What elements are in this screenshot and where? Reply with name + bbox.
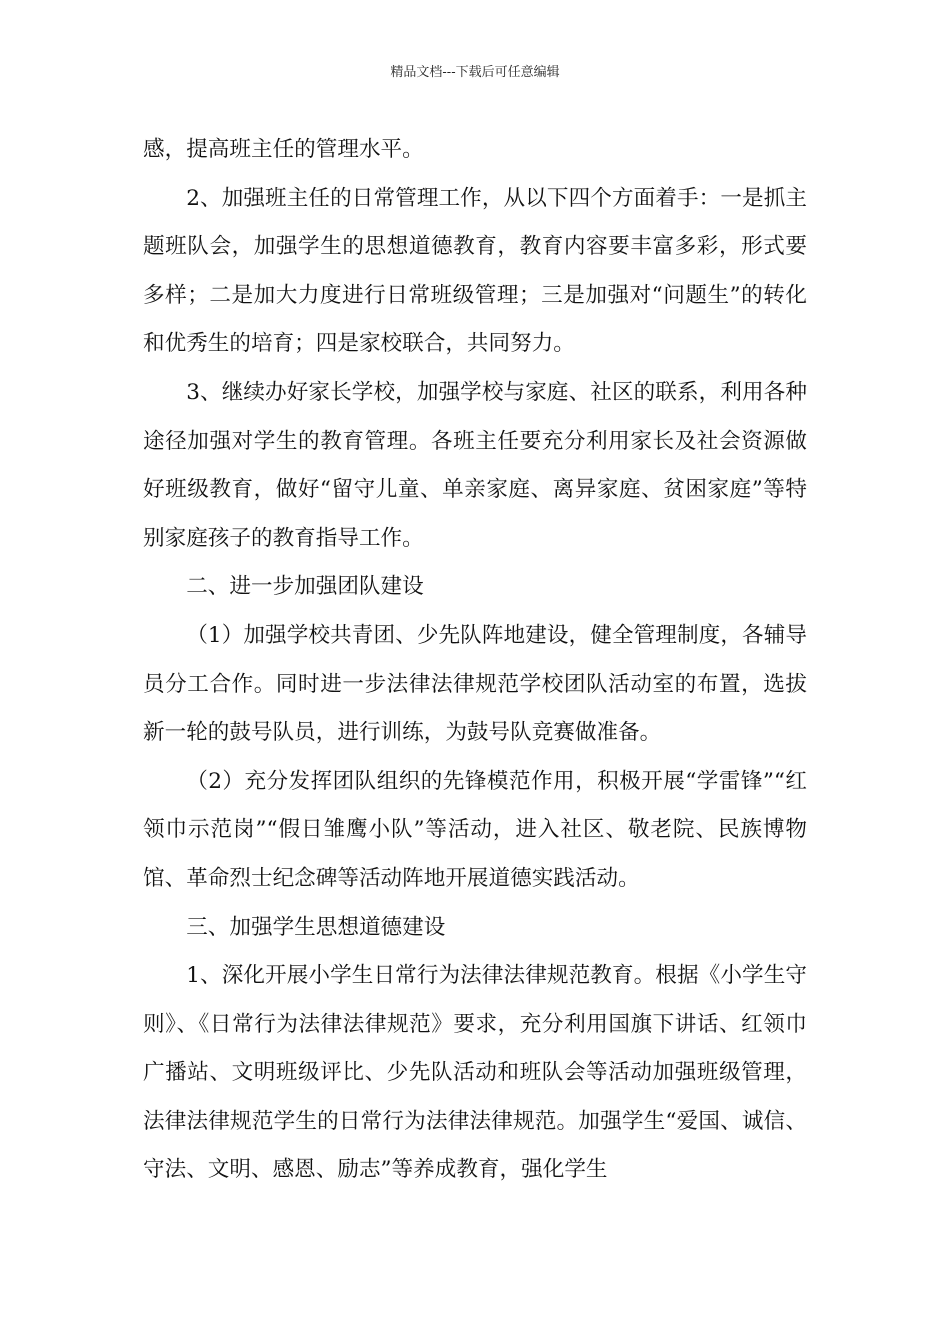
page-header: 精品文档---下载后可任意编辑 (390, 65, 560, 80)
section-heading: 三、加强学生思想道德建设 (186, 914, 446, 940)
paragraph: 3、继续办好家长学校，加强学校与家庭、社区的联系，利用各种途径加强对学生的教育管理。各班主任要充分利用家长及社会资源做好班级教育，做好“留守儿童、单亲家庭、离异家庭、贫困家庭”等特别家庭孩子的教育指导工作。 (143, 379, 807, 551)
document-body (143, 126, 807, 1195)
paragraph: 1、深化开展小学生日常行为法律法律规范教育。根据《小学生守则》、《日常行为法律法律规范》要求，充分利用国旗下讲话、红领巾广播站、文明班级评比、少先队活动和班队会等活动加强班级管理，法律法律规范学生的日常行为法律法律规范。加强学生“爱国、诚信、守法、文明、感恩、励志”等养成教育，强化学生 (143, 963, 807, 1183)
paragraph: 感，提高班主任的管理水平。 (143, 137, 424, 162)
paragraph: （1）加强学校共青团、少先队阵地建设，健全管理制度，各辅导员分工合作。同时进一步法律法律规范学校团队活动室的布置，选拔新一轮的鼓号队员，进行训练，为鼓号队竞赛做准备。 (143, 622, 807, 746)
paragraph: （2）充分发挥团队组织的先锋模范作用，积极开展“学雷锋”“红领巾示范岗”“假日雏鹰小队”等活动，进入社区、敬老院、民族博物馆、革命烈士纪念碑等活动阵地开展道德实践活动。 (143, 768, 807, 891)
section-heading: 二、进一步加强团队建设 (186, 574, 424, 600)
paragraph: 2、加强班主任的日常管理工作，从以下四个方面着手：一是抓主题班队会，加强学生的思想道德教育，教育内容要丰富多彩，形式要多样；二是加大力度进行日常班级管理；三是加强对“问题生”的转化和优秀生的培育；四是家校联合，共同努力。 (143, 185, 807, 357)
